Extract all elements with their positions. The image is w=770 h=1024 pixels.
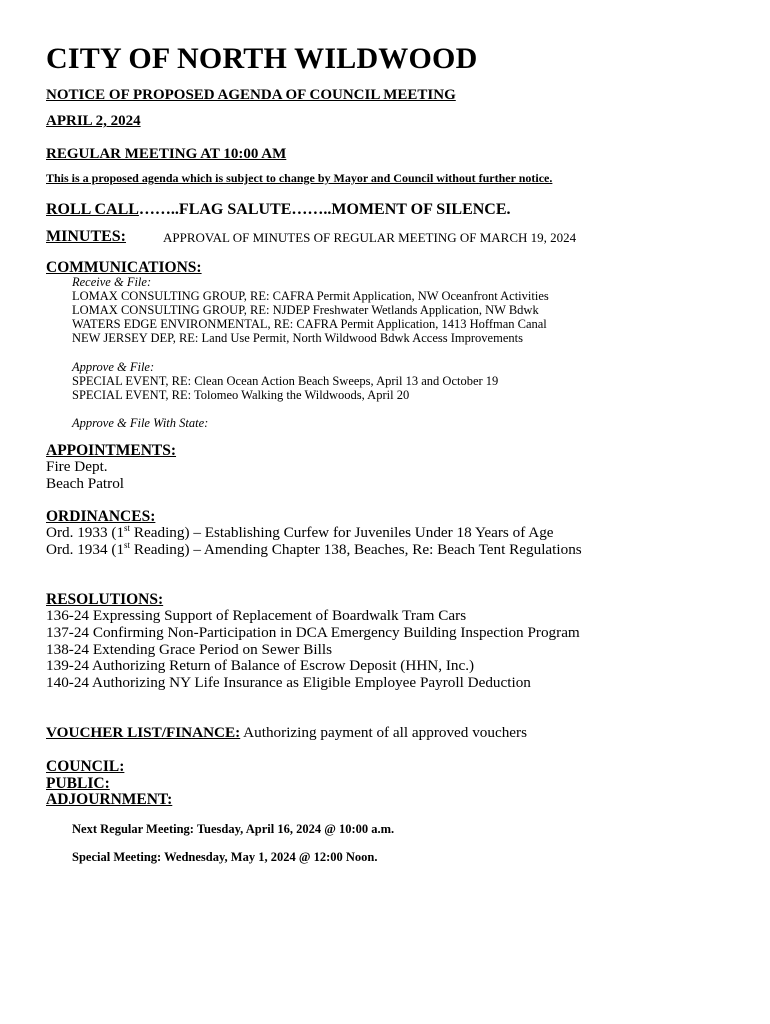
meeting-time: REGULAR MEETING AT 10:00 AM bbox=[46, 146, 287, 162]
roll-call-label: ROLL CALL bbox=[46, 201, 139, 218]
resolution-item: 136-24 Expressing Support of Replacement of Boardwalk Tram Cars bbox=[46, 607, 467, 624]
adjournment-heading: ADJOURNMENT: bbox=[46, 791, 173, 808]
minutes-label: MINUTES: bbox=[46, 228, 127, 245]
dots: …….. bbox=[138, 201, 179, 218]
approve-file-state-label: Approve & File With State: bbox=[72, 416, 209, 430]
list-item: Fire Dept. bbox=[46, 458, 108, 475]
list-item: NEW JERSEY DEP, RE: Land Use Permit, North Wildwood Bdwk Access Improvements bbox=[72, 331, 523, 345]
list-item: WATERS EDGE ENVIRONMENTAL, RE: CAFRA Permit Application, 1413 Hoffman Canal bbox=[72, 317, 547, 331]
resolution-item: 138-24 Extending Grace Period on Sewer Bills bbox=[46, 641, 332, 658]
flag-salute-label: FLAG SALUTE bbox=[178, 201, 292, 218]
moment-of-silence-label: MOMENT OF SILENCE. bbox=[331, 201, 511, 218]
voucher-label: VOUCHER LIST/FINANCE: bbox=[46, 724, 241, 741]
list-item: Beach Patrol bbox=[46, 475, 125, 492]
resolutions-heading: RESOLUTIONS: bbox=[46, 591, 164, 608]
meeting-date: APRIL 2, 2024 bbox=[46, 113, 141, 129]
notice-heading: NOTICE OF PROPOSED AGENDA OF COUNCIL MEETING bbox=[46, 87, 456, 103]
special-meeting-text: Special Meeting: Wednesday, May 1, 2024 @ 12:00 Noon. bbox=[72, 850, 378, 864]
ordinance-text: Ord. 1933 (1 bbox=[46, 524, 125, 541]
minutes-text: APPROVAL OF MINUTES OF REGULAR MEETING OF MARCH 19, 2024 bbox=[163, 230, 577, 245]
ordinance-text: Ord. 1934 (1 bbox=[46, 541, 125, 558]
ordinal-suffix: st bbox=[124, 539, 131, 550]
dots: …….. bbox=[291, 201, 332, 218]
appointments-heading: APPOINTMENTS: bbox=[46, 442, 177, 459]
ordinance-text: Reading) – Establishing Curfew for Juveniles Under 18 Years of Age bbox=[130, 524, 554, 541]
roll-call-line bbox=[46, 201, 511, 219]
council-heading: COUNCIL: bbox=[46, 758, 125, 775]
resolution-item: 137-24 Confirming Non-Participation in DCA Emergency Building Inspection Program bbox=[46, 624, 580, 641]
approve-file-label: Approve & File: bbox=[72, 360, 155, 374]
list-item: SPECIAL EVENT, RE: Tolomeo Walking the Wildwoods, April 20 bbox=[72, 388, 410, 402]
voucher-text: Authorizing payment of all approved vouchers bbox=[240, 724, 528, 741]
voucher-line bbox=[46, 724, 527, 742]
document-title: CITY OF NORTH WILDWOOD bbox=[46, 42, 478, 75]
resolution-item: 139-24 Authorizing Return of Balance of Escrow Deposit (HHN, Inc.) bbox=[46, 657, 475, 674]
next-meeting-text: Next Regular Meeting: Tuesday, April 16, 2024 @ 10:00 a.m. bbox=[72, 822, 395, 836]
ordinance-item bbox=[46, 524, 554, 542]
public-heading: PUBLIC: bbox=[46, 775, 110, 792]
ordinal-suffix: st bbox=[124, 522, 131, 533]
ordinance-item bbox=[46, 541, 582, 559]
resolution-item: 140-24 Authorizing NY Life Insurance as Eligible Employee Payroll Deduction bbox=[46, 674, 531, 691]
disclaimer-text: This is a proposed agenda which is subject to change by Mayor and Council without further notice. bbox=[46, 171, 553, 185]
ordinances-heading: ORDINANCES: bbox=[46, 508, 156, 525]
communications-heading: COMMUNICATIONS: bbox=[46, 259, 202, 276]
receive-file-label: Receive & File: bbox=[72, 275, 152, 289]
ordinance-text: Reading) – Amending Chapter 138, Beaches, Re: Beach Tent Regulations bbox=[130, 541, 582, 558]
list-item: SPECIAL EVENT, RE: Clean Ocean Action Beach Sweeps, April 13 and October 19 bbox=[72, 374, 499, 388]
list-item: LOMAX CONSULTING GROUP, RE: NJDEP Freshwater Wetlands Application, NW Bdwk bbox=[72, 303, 539, 317]
list-item: LOMAX CONSULTING GROUP, RE: CAFRA Permit Application, NW Oceanfront Activities bbox=[72, 289, 549, 303]
